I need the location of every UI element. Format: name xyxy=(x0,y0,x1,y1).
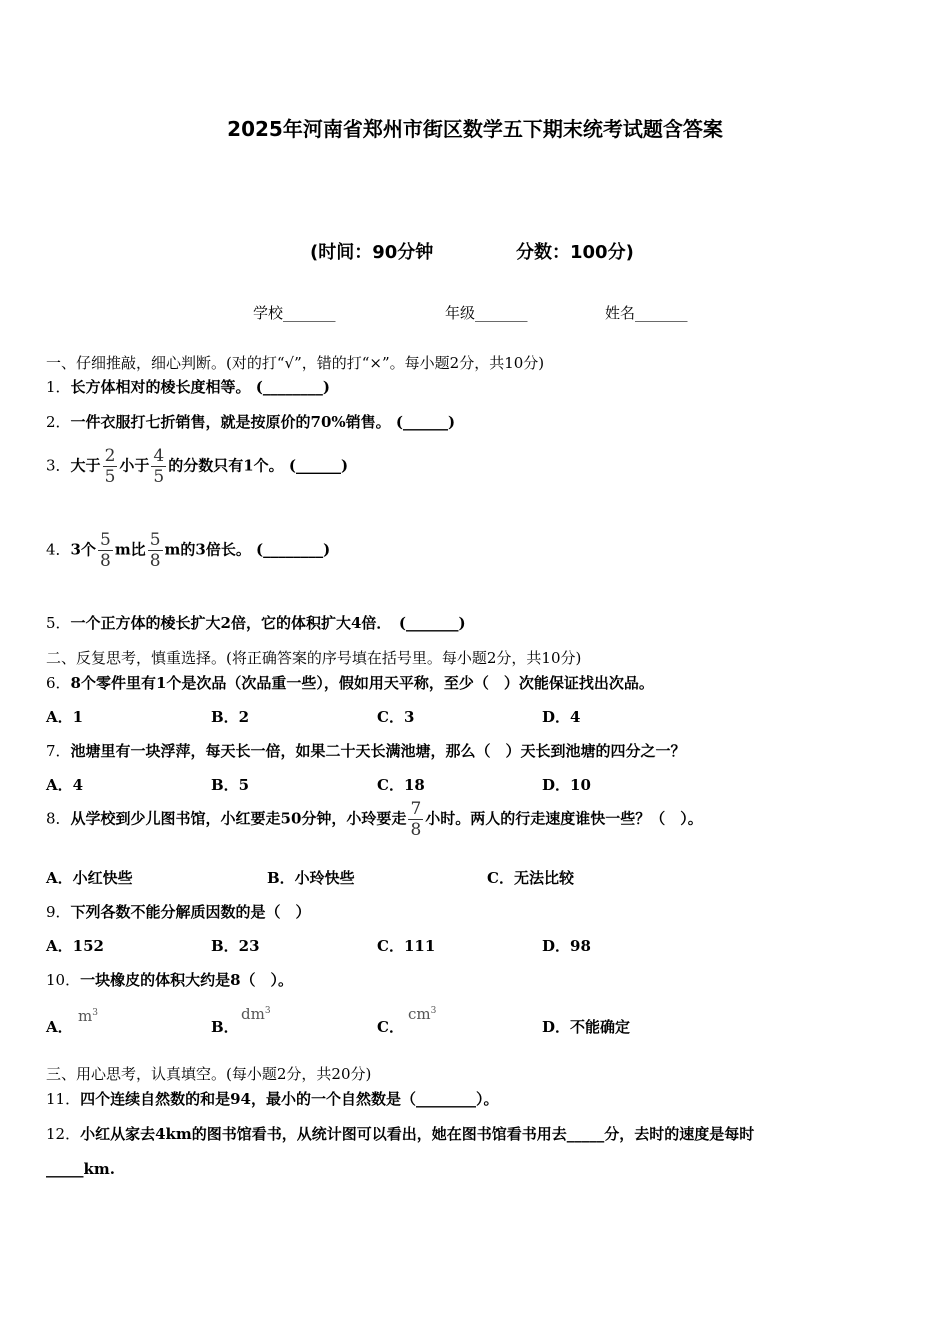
option-a[interactable]: A．4 xyxy=(46,776,84,794)
option-c[interactable]: C．18 xyxy=(377,776,425,794)
option-b[interactable]: B．23 xyxy=(211,937,260,955)
question-text: 8个零件里有1个是次品（次品重一些），假如用天平称，至少（ ）次能保证找出次品。 xyxy=(70,674,654,692)
question-8 xyxy=(46,799,703,840)
unit-cubic-decimeter: $dm^3$ xyxy=(241,1005,271,1023)
option-c[interactable]: C．无法比较 xyxy=(487,869,574,887)
question-2 xyxy=(46,411,455,432)
question-text: 小红从家去4km的图书馆看书，从统计图可以看出，她在图书馆看书用去_____分，去时的速度是每时 xyxy=(80,1125,755,1143)
question-number: 7． xyxy=(46,742,71,760)
question-number: 10． xyxy=(46,971,81,989)
question-text: 一个正方体的棱长扩大2倍，它的体积扩大4倍． (_______) xyxy=(70,614,466,632)
question-9 xyxy=(46,901,311,922)
section-3-heading: 三、用心思考，认真填空。(每小题2分，共20分) xyxy=(46,1065,372,1083)
question-text: 下列各数不能分解质因数的是（ ） xyxy=(70,903,311,921)
option-a[interactable]: A．小红快些 xyxy=(46,869,133,887)
school-field: 学校_______ xyxy=(253,304,336,322)
fraction: $\frac{7}{8}$ xyxy=(410,799,422,840)
question-text-b: 小时。两人的行走速度谁快一些？（ ）。 xyxy=(425,809,703,828)
option-c[interactable]: C．3 xyxy=(377,708,415,726)
option-c[interactable]: C．111 xyxy=(377,937,436,955)
question-number: 5． xyxy=(46,614,71,632)
question-10 xyxy=(46,969,293,990)
question-text: 一件衣服打七折销售，就是按原价的70%销售。 (______) xyxy=(70,413,456,431)
question-1 xyxy=(46,376,330,397)
question-number: 4． xyxy=(46,540,71,559)
option-b[interactable]: B． xyxy=(211,1018,239,1036)
option-c[interactable]: C． xyxy=(377,1018,404,1036)
unit-cubic-meter: $m^3$ xyxy=(78,1007,98,1025)
question-text-a: 从学校到少儿图书馆，小红要走50分钟，小玲要走 xyxy=(70,809,407,828)
option-d[interactable]: D．不能确定 xyxy=(542,1018,631,1036)
section-1-heading: 一、仔细推敲，细心判断。(对的打“√”，错的打“×”。每小题2分，共10分) xyxy=(46,354,545,372)
fraction: $\frac{5}{8}$ xyxy=(149,530,161,571)
option-a[interactable]: A．1 xyxy=(46,708,84,726)
option-d[interactable]: D．4 xyxy=(542,708,581,726)
option-d[interactable]: D．98 xyxy=(542,937,591,955)
option-b[interactable]: B．小玲快些 xyxy=(267,869,355,887)
question-6 xyxy=(46,672,654,693)
page-title: 2025年河南省郑州市街区数学五下期末统考试题含答案 xyxy=(227,117,723,141)
option-b[interactable]: B．5 xyxy=(211,776,250,794)
exam-score: 分数：100分) xyxy=(516,242,634,263)
question-text: 一块橡皮的体积大约是8（ ）。 xyxy=(80,971,294,989)
option-d[interactable]: D．10 xyxy=(542,776,591,794)
exam-time: (时间：90分钟 xyxy=(310,242,434,263)
name-field: 姓名_______ xyxy=(605,304,688,322)
question-7 xyxy=(46,740,686,761)
question-text-a: 3个 xyxy=(70,540,96,559)
question-text-c: m的3倍长。 (________) xyxy=(164,540,331,559)
question-text-b: m比 xyxy=(114,540,146,559)
fraction: $\frac{4}{5}$ xyxy=(153,446,165,487)
question-number: 8． xyxy=(46,809,71,828)
question-number: 3． xyxy=(46,456,71,475)
question-text-a: 大于 xyxy=(70,456,101,475)
question-number: 12． xyxy=(46,1125,81,1143)
question-text-c: 的分数只有1个。 (______) xyxy=(168,456,349,475)
question-4 xyxy=(46,530,330,571)
question-text: 四个连续自然数的和是94，最小的一个自然数是（________）。 xyxy=(80,1090,499,1108)
option-b[interactable]: B．2 xyxy=(211,708,250,726)
fraction: $\frac{2}{5}$ xyxy=(104,446,116,487)
question-12-continuation: _____km. xyxy=(46,1160,115,1178)
unit-cubic-centimeter: $cm^3$ xyxy=(408,1005,437,1023)
question-number: 11． xyxy=(46,1090,81,1108)
question-text-b: 小于 xyxy=(119,456,150,475)
question-number: 2． xyxy=(46,413,71,431)
section-2-heading: 二、反复思考，慎重选择。(将正确答案的序号填在括号里。每小题2分，共10分) xyxy=(46,649,582,667)
question-11 xyxy=(46,1088,498,1109)
option-a[interactable]: A． xyxy=(46,1018,73,1036)
grade-field: 年级_______ xyxy=(445,304,528,322)
question-number: 9． xyxy=(46,903,71,921)
question-number: 6． xyxy=(46,674,71,692)
fraction: $\frac{5}{8}$ xyxy=(99,530,111,571)
question-text: 池塘里有一块浮萍，每天长一倍，如果二十天长满池塘，那么（ ）天长到池塘的四分之一？ xyxy=(70,742,686,760)
question-number: 1． xyxy=(46,378,71,396)
question-5 xyxy=(46,612,466,633)
question-text: 长方体相对的棱长度相等。 (________) xyxy=(70,378,330,396)
question-12 xyxy=(46,1123,754,1144)
option-a[interactable]: A．152 xyxy=(46,937,104,955)
question-3 xyxy=(46,446,348,487)
